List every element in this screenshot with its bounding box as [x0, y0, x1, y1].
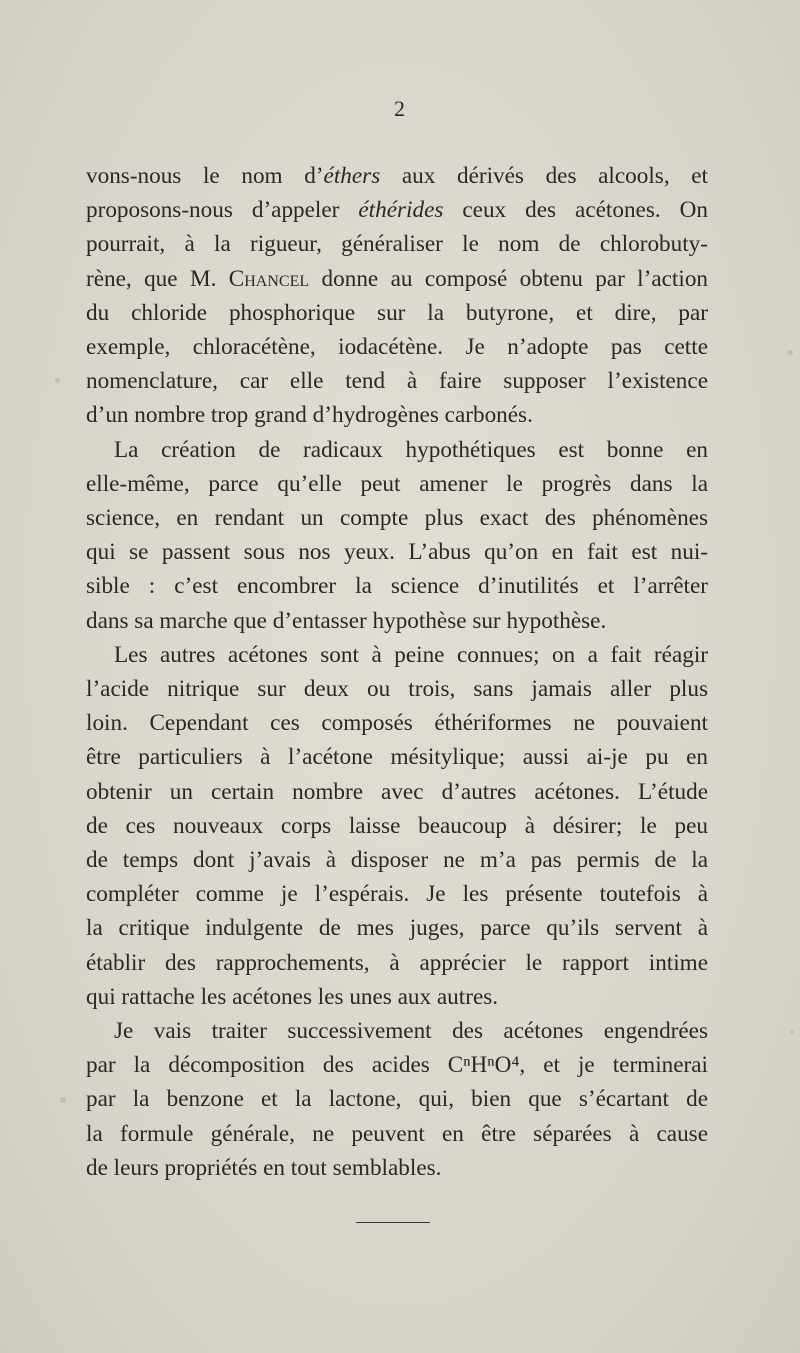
- text-line: d’un nombre trop grand d’hydrogènes carbonés.: [86, 402, 533, 429]
- text-line: loin. Cependant ces composés éthériformes ne pouvaient: [86, 710, 708, 737]
- body-text: [86, 159, 708, 1185]
- text-line: proposons-nous d’appeler éthérides ceux des acétones. On: [86, 197, 708, 224]
- text-line: de ces nouveaux corps laisse beaucoup à désirer; le peu: [86, 812, 708, 839]
- text-line: exemple, chloracétène, iodacétène. Je n’adopte pas cette: [86, 334, 708, 361]
- paper-spot: [60, 1097, 66, 1103]
- text-line: rène, que M. Chancel donne au composé obtenu par l’action: [86, 265, 709, 292]
- text-line: qui se passent sous nos yeux. L’abus qu’on en fait est nui-: [86, 539, 708, 566]
- text-line: qui rattache les acétones les unes aux autres.: [86, 983, 499, 1010]
- paragraph-2: [86, 433, 708, 638]
- text-line: obtenir un certain nombre avec d’autres acétones. L’étude: [86, 778, 708, 805]
- text-line: établir des rapprochements, à apprécier le rapport intime: [86, 949, 708, 976]
- text-line: de temps dont j’avais à disposer ne m’a pas permis de la: [86, 847, 708, 874]
- text-line: être particuliers à l’acétone mésitylique; aussi ai-je pu en: [86, 744, 708, 771]
- end-rule: [356, 1222, 430, 1223]
- text-line: la critique indulgente de mes juges, parce qu’ils servent à: [86, 915, 708, 942]
- text-line: La création de radicaux hypothétiques est bonne en: [114, 436, 708, 463]
- page-number: 2: [394, 96, 406, 121]
- text-line: par la benzone et la lactone, qui, bien que s’écartant de: [86, 1086, 708, 1113]
- text-line: elle-même, parce qu’elle peut amener le progrès dans la: [86, 470, 708, 497]
- paper-spot: [55, 378, 60, 383]
- text-line: du chloride phosphorique sur la butyrone, et dire, par: [86, 299, 708, 326]
- paper-spot: [790, 1030, 794, 1034]
- text-line: nomenclature, car elle tend à faire supposer l’existence: [86, 368, 708, 395]
- paragraph-4: [86, 1014, 708, 1185]
- paragraph-1: [86, 159, 708, 433]
- text-line: la formule générale, ne peuvent en être séparées à cause: [86, 1120, 708, 1147]
- text-line: l’acide nitrique sur deux ou trois, sans jamais aller plus: [86, 676, 708, 703]
- text-line: vons-nous le nom d’éthers aux dérivés des alcools, et: [86, 163, 708, 189]
- text-line: de leurs propriétés en tout semblables.: [86, 1154, 442, 1181]
- text-line: dans sa marche que d’entasser hypothèse sur hypothèse.: [86, 607, 607, 634]
- text-line: science, en rendant un compte plus exact des phénomènes: [86, 505, 708, 532]
- paragraph-3: [86, 638, 708, 1014]
- text-line: Je vais traiter successivement des acétones engendrées: [114, 1018, 708, 1045]
- text-line: compléter comme je l’espérais. Je les présente toutefois à: [86, 881, 708, 908]
- paper-spot: [788, 350, 793, 355]
- text-line: sible : c’est encombrer la science d’inutilités et l’arrêter: [86, 573, 708, 600]
- text-line: pourrait, à la rigueur, généraliser le nom de chlorobuty-: [86, 231, 708, 258]
- text-line: Les autres acétones sont à peine connues; on a fait réagir: [114, 641, 708, 668]
- text-line: par la décomposition des acides CⁿHⁿO⁴, et je terminerai: [86, 1052, 708, 1079]
